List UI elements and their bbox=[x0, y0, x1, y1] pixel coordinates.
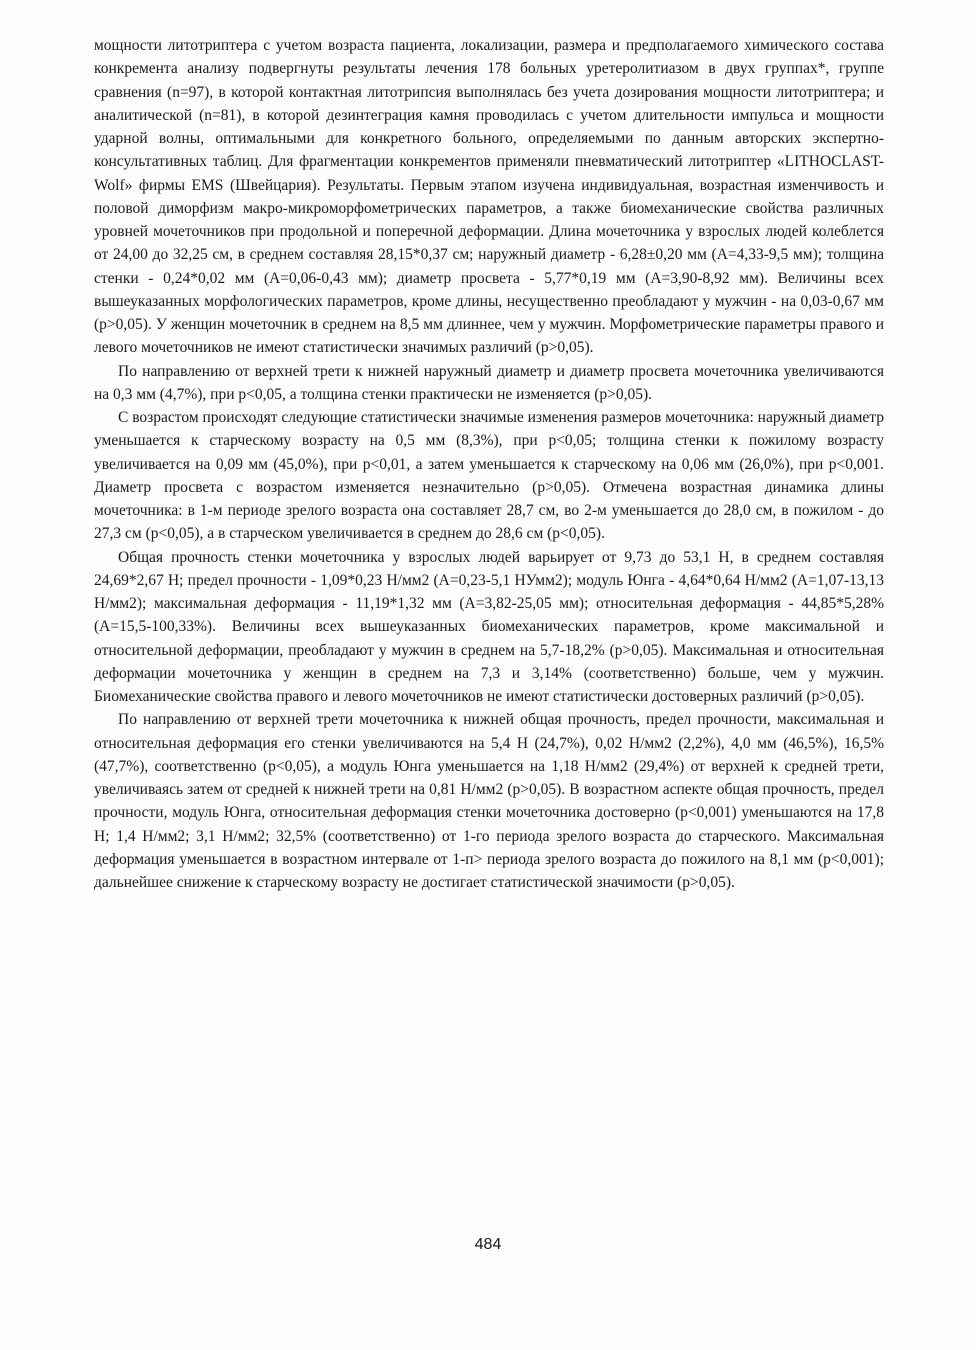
paragraph-3: С возрастом происходят следующие статистически значимые изменения размеров мочеточника: наружный диаметр уменьшается к старческому возрасту на 0,5 мм (8,3%), при p<0,05; толщина стенки к пожилому возрасту увеличивается на 0,09 мм (45,0%), при p<0,01, а затем уменьшается к старческому на 0,06 мм (26,0%), при p<0,001. Диаметр просвета с возрастом изменяется незначительно (p>0,05). Отмечена возрастная динамика длины мочеточника: в 1-м периоде зрелого возраста она составляет 28,7 см, во 2-м уменьшается до 28,0 см, в пожилом - до 27,3 см (p<0,05), а в старческом увеличивается в среднем до 28,6 см (p<0,05). bbox=[94, 409, 885, 543]
document-body bbox=[94, 34, 884, 894]
paragraph-4: Общая прочность стенки мочеточника у взрослых людей варьирует от 9,73 до 53,1 Н, в среднем составляя 24,69*2,67 Н; предел прочности - 1,09*0,23 Н/мм2 (А=0,23-5,1 НУмм2); модуль Юнга - 4,64*0,64 Н/мм2 (А=1,07-13,13 Н/мм2); максимальная деформация - 11,19*1,32 мм (А=3,82-25,05 мм); относительная деформация - 44,85*5,28% (А=15,5-100,33%). Величины всех вышеуказанных биомеханических параметров, кроме максимальной и относительной деформации, преобладают у мужчин в среднем на 5,7-18,2% (p>0,05). Максимальная и относительная деформации мочеточника у женщин в среднем на 7,3 и 3,14% (соответственно) больше, чем у мужчин. Биомеханические свойства правого и левого мочеточников не имеют статистически достоверных различий (p>0,05). bbox=[94, 548, 884, 705]
paragraph-5: По направлению от верхней трети мочеточника к нижней общая прочность, предел прочности, максимальная и относительная деформация его стенки увеличиваются на 5,4 Н (24,7%), 0,02 Н/мм2 (2,2%), 4,0 мм (46,5%), 16,5% (47,7%), соответственно (p<0,05), а модуль Юнга уменьшается на 1,18 Н/мм2 (29,4%) от верхней к средней трети, увеличиваясь затем от средней к нижней трети на 0,81 Н/мм2 (p>0,05). В возрастном аспекте общая прочность, предел прочности, модуль Юнга, относительная деформация стенки мочеточника достоверно (p<0,001) уменьшаются на 17,8 Н; 1,4 Н/мм2; 3,1 Н/мм2; 32,5% (соответственно) от 1-го периода зрелого возраста до старческого. Максимальная деформация уменьшается в возрастном интервале от 1-п> периода зрелого возраста до пожилого на 8,1 мм (p<0,001); дальнейшее снижение к старческому возрасту не достигает статистической значимости (p>0,05). bbox=[94, 711, 884, 891]
paragraph-1: мощности литотриптера с учетом возраста пациента, локализации, размера и предполагаемого химического состава конкремента анализу подвергнуты результаты лечения 178 больных уретеролитиазом в двух группах*, группе сравнения (n=97), в которой контактная литотрипсия выполнялась без учета дозирования мощности литотриптера; и аналитической (n=81), в которой дезинтеграция камня проводилась с учетом длительности импульса и мощности ударной волны, оптимальными для конкретного больного, определяемыми по данным авторских экспертно-консультативных таблиц. Для фрагментации конкрементов применяли пневматический литотриптер «LITHOCLAST- Wolf» фирмы EMS (Швейцария). Результаты. Первым этапом изучена индивидуальная, возрастная изменчивость и половой диморфизм макро-микроморфометрических параметров, а также биомеханические свойства различных уровней мочеточников при продольной и поперечной деформации. Длина мочеточника у взрослых людей колеблется от 24,00 до 32,25 см, в среднем составляя 28,15*0,37 см; наружный диаметр - 6,28±0,20 мм (А=4,33-9,5 мм); толщина стенки - 0,24*0,02 мм (А=0,06-0,43 мм); диаметр просвета - 5,77*0,19 мм (А=3,90-8,92 мм). Величины всех вышеуказанных морфологических параметров, кроме длины, несущественно преобладают у мужчин - на 0,03-0,67 мм (p>0,05). У женщин мочеточник в среднем на 8,5 мм длиннее, чем у мужчин. Морфометрические параметры правого и левого мочеточников не имеют статистически значимых различий (p>0,05). bbox=[94, 37, 884, 357]
page-number: 484 bbox=[474, 1236, 502, 1253]
paragraph-2: По направлению от верхней трети к нижней наружный диаметр и диаметр просвета мочеточника увеличиваются на 0,3 мм (4,7%), при p<0,05, а толщина стенки практически не изменяется (p>0,05). bbox=[94, 362, 884, 403]
